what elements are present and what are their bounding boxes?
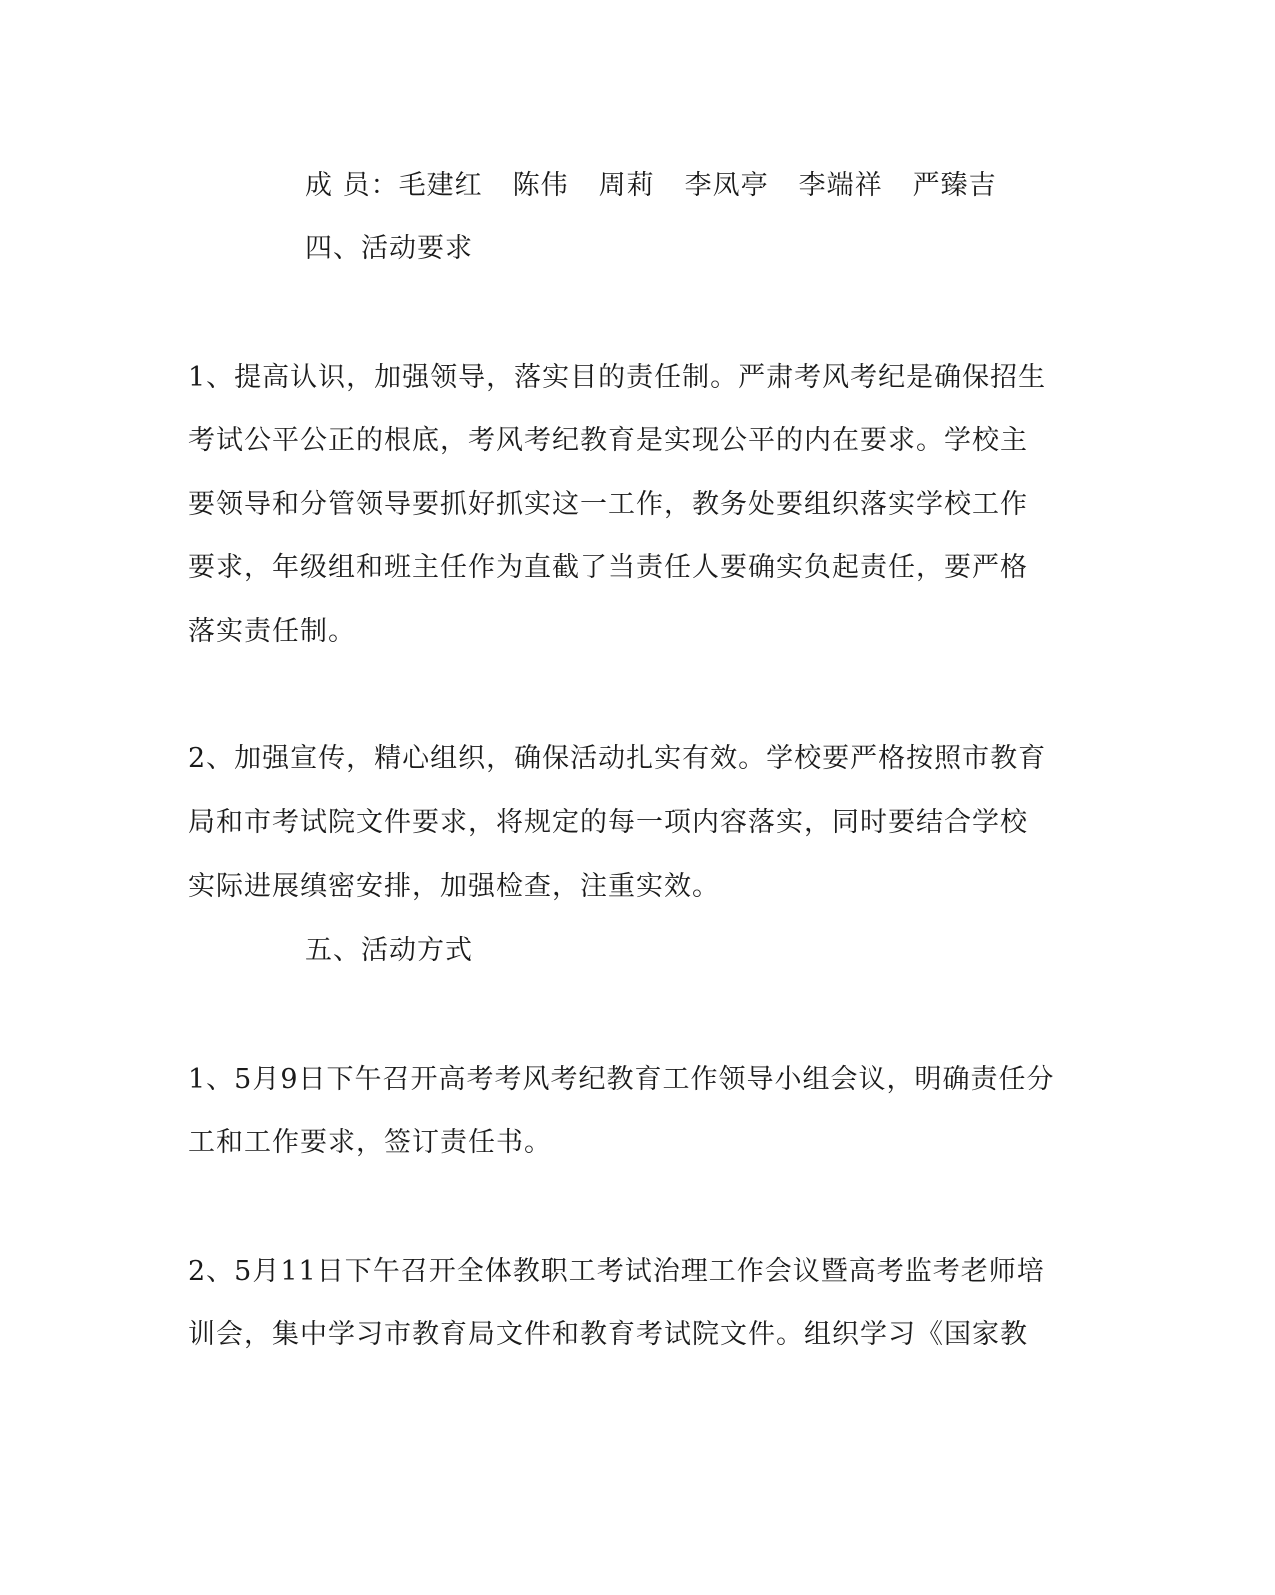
member-name: 李凤亭 (684, 170, 769, 201)
paragraph-line: 局和市考试院文件要求，将规定的每一项内容落实，同时要结合学校 (188, 807, 1028, 838)
paragraph-line: 要领导和分管领导要抓好抓实这一工作，教务处要组织落实学校工作 (188, 489, 1028, 520)
paragraph-line: 要求，年级组和班主任作为直截了当责任人要确实负起责任，要严格 (188, 552, 1028, 583)
paragraph-line: 实际进展缜密安排，加强检查，注重实效。 (188, 871, 720, 902)
member-name: 周莉 (598, 170, 655, 201)
paragraph-line: 1、5月9日下午召开高考考风考纪教育工作领导小组会议，明确责任分 (188, 1064, 1055, 1095)
member-name: 毛建红 (398, 170, 483, 201)
section-heading: 四、活动要求 (305, 233, 473, 264)
paragraph-line: 2、加强宣传，精心组织，确保活动扎实有效。学校要严格按照市教育 (188, 743, 1047, 774)
members-label: 成 员： (305, 170, 399, 201)
member-name: 陈伟 (512, 170, 569, 201)
member-name: 严臻吉 (912, 170, 997, 201)
section-heading: 五、活动方式 (305, 935, 473, 966)
paragraph-line: 1、提高认识，加强领导，落实目的责任制。严肃考风考纪是确保招生 (188, 362, 1047, 393)
paragraph-line: 训会，集中学习市教育局文件和教育考试院文件。组织学习《国家教 (188, 1319, 1028, 1350)
paragraph-line: 2、5月11日下午召开全体教职工考试治理工作会议暨高考监考老师培 (188, 1256, 1045, 1287)
members-line (305, 170, 997, 202)
paragraph-line: 考试公平公正的根底，考风考纪教育是实现公平的内在要求。学校主 (188, 425, 1028, 456)
member-name: 李端祥 (798, 170, 883, 201)
paragraph-line: 落实责任制。 (188, 616, 356, 647)
paragraph-line: 工和工作要求，签订责任书。 (188, 1127, 552, 1158)
